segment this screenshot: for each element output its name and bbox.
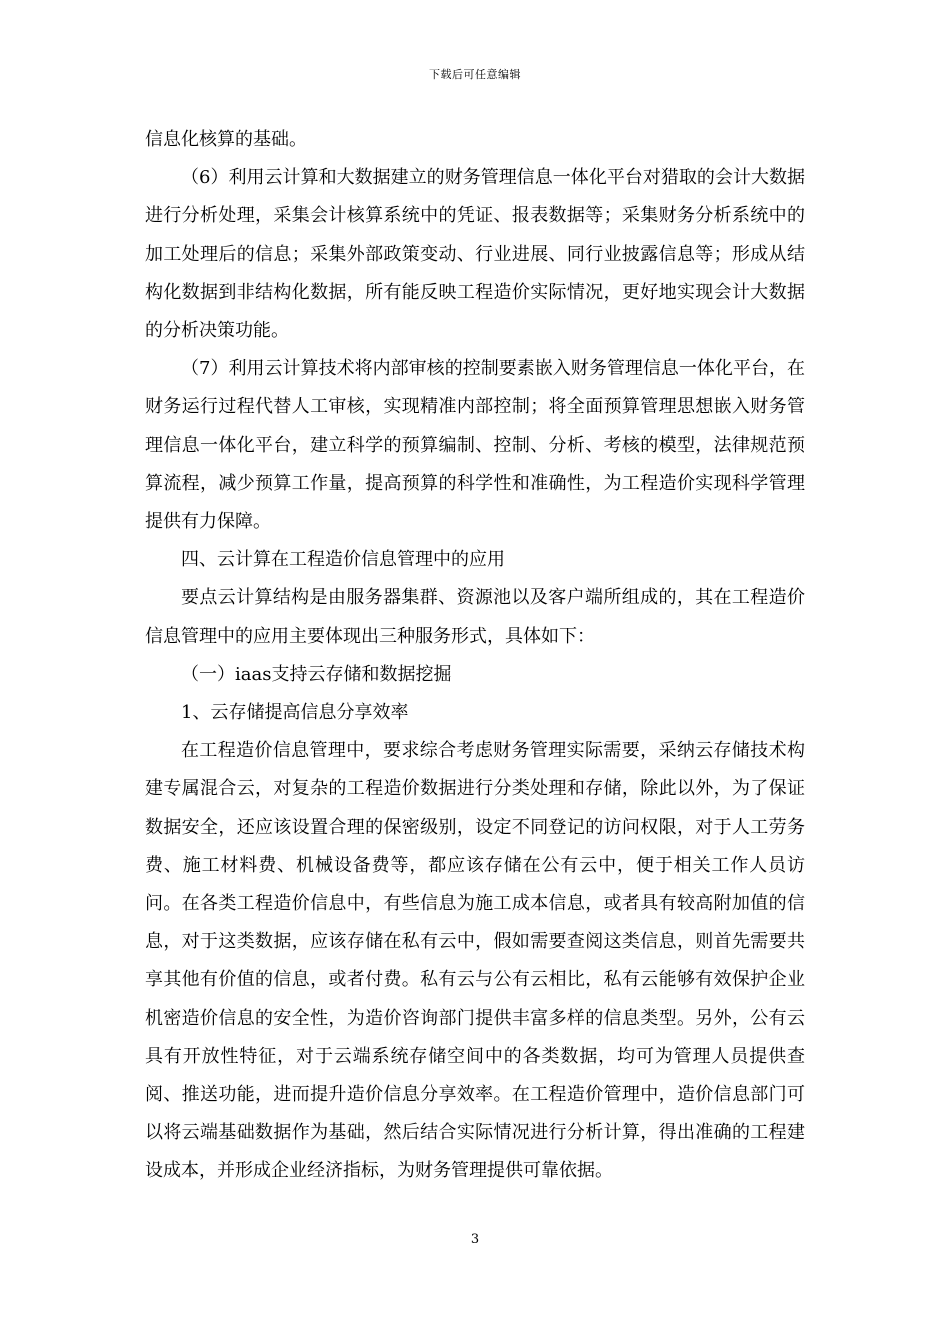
- page-header: 下载后可任意编辑: [429, 68, 521, 81]
- section-heading: 四、云计算在工程造价信息管理中的应用: [181, 549, 505, 571]
- subsection-heading: （一）iaas支持云存储和数据挖掘: [181, 663, 452, 685]
- paragraph: 在工程造价信息管理中，要求综合考虑财务管理实际需要，采纳云存储技术构建专属混合云，对复杂的工程造价数据进行分类处理和存储，除此以外，为了保证数据安全，还应该设置合理的保密级别，设定不同登记的访问权限，对于人工劳务费、施工材料费、机械设备费等，都应该存储在公有云中，便于相关工作人员访问。在各类工程造价信息中，有些信息为施工成本信息，或者具有较高附加值的信息，对于这类数据，应该存储在私有云中，假如需要查阅这类信息，则首先需要共享其他有价值的信息，或者付费。私有云与公有云相比，私有云能够有效保护企业机密造价信息的安全性，为造价咨询部门提供丰富多样的信息类型。另外，公有云具有开放性特征，对于云端系统存储空间中的各类数据，均可为管理人员提供查阅、推送功能，进而提升造价信息分享效率。在工程造价管理中，造价信息部门可以将云端基础数据作为基础，然后结合实际情况进行分析计算，得出准确的工程建设成本，并形成企业经济指标，为财务管理提供可靠依据。: [145, 740, 805, 1182]
- paragraph: 信息化核算的基础。: [145, 129, 307, 150]
- document-body: [145, 121, 805, 1191]
- subsection-heading: 1、云存储提高信息分享效率: [181, 702, 409, 724]
- paragraph: 要点云计算结构是由服务器集群、资源池以及客户端所组成的，其在工程造价信息管理中的应用主要体现出三种服务形式，具体如下：: [145, 587, 805, 647]
- paragraph: （6）利用云计算和大数据建立的财务管理信息一体化平台对猎取的会计大数据进行分析处理，采集会计核算系统中的凭证、报表数据等；采集财务分析系统中的加工处理后的信息；采集外部政策变动、行业进展、同行业披露信息等；形成从结构化数据到非结构化数据，所有能反映工程造价实际情况，更好地实现会计大数据的分析决策功能。: [145, 167, 805, 342]
- page-number: 3: [470, 1232, 480, 1247]
- paragraph: （7）利用云计算技术将内部审核的控制要素嵌入财务管理信息一体化平台，在财务运行过程代替人工审核，实现精准内部控制；将全面预算管理思想嵌入财务管理信息一体化平台，建立科学的预算编制、控制、分析、考核的模型，法律规范预算流程，减少预算工作量，提高预算的科学性和准确性，为工程造价实现科学管理提供有力保障。: [145, 358, 805, 533]
